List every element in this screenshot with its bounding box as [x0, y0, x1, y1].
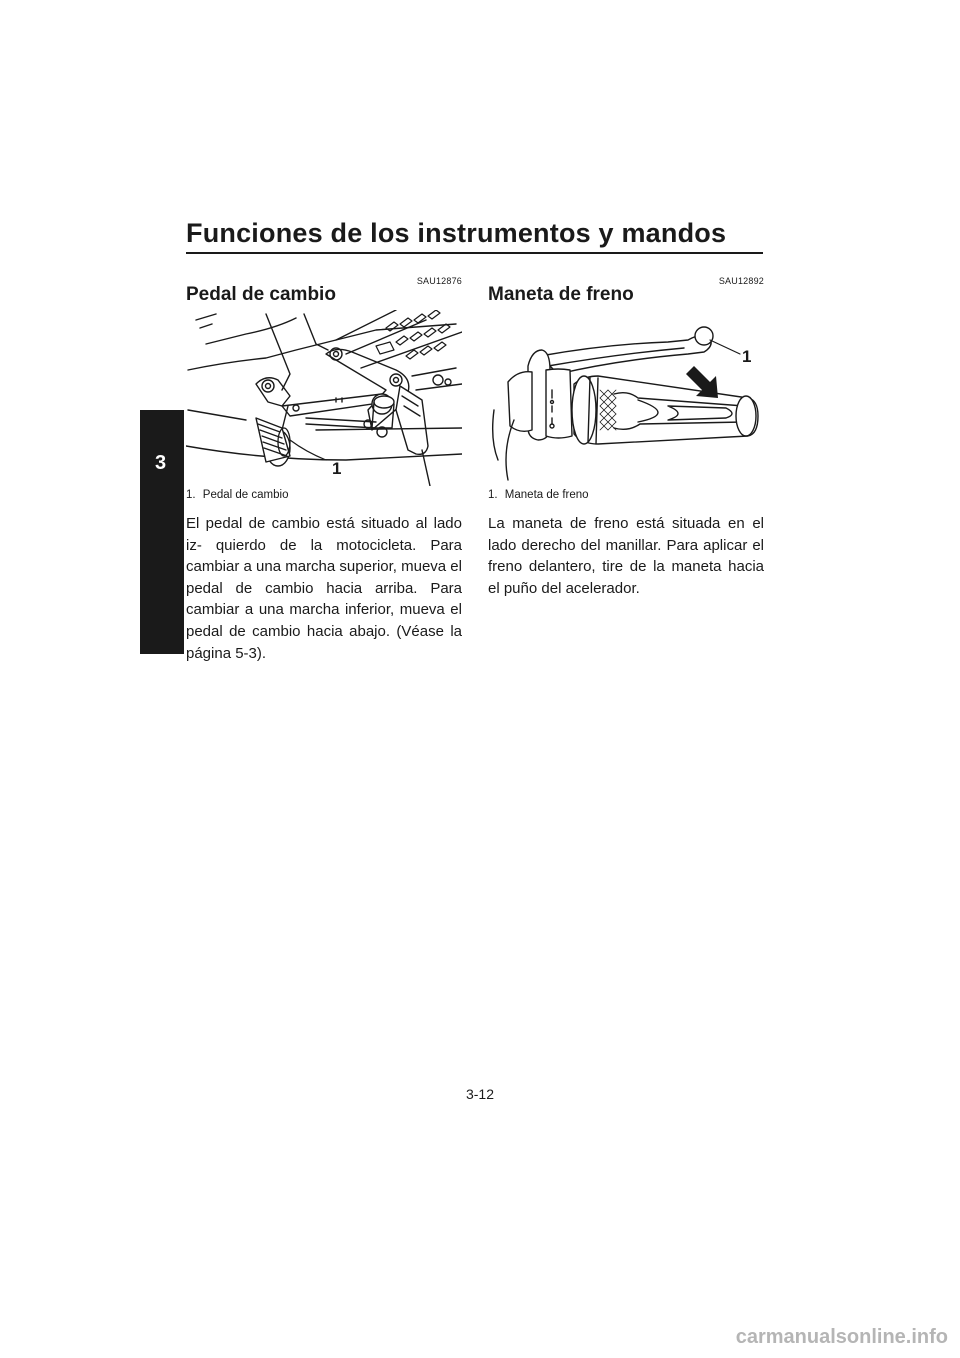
caption-text: Maneta de freno [504, 489, 589, 501]
caption-text: Pedal de cambio [202, 489, 289, 501]
caption-number: 1. [488, 489, 498, 501]
figure-caption [488, 489, 589, 501]
page-number: 3-12 [465, 1086, 495, 1102]
section-code: SAU12892 [718, 276, 764, 286]
brake-lever-illustration [488, 310, 764, 486]
chapter-tab [140, 410, 184, 654]
body-text: El pedal de cambio está situado al lado iz- quierdo de la motocicleta. Para cambiar a una marcha superior, mueva el pedal de cambio hacia arriba. Para cambiar a una marcha inferior, mueva el pedal de cambio hacia abajo. (Véase la página 5-3). [186, 515, 462, 662]
callout-1: 1 [332, 459, 342, 478]
caption-number: 1. [186, 489, 196, 501]
section-code: SAU12876 [416, 276, 462, 286]
body-text: La maneta de freno está situada en el lado derecho del manillar. Para aplicar el freno delantero, tire de la maneta hacia el puño del acelerador. [488, 515, 764, 597]
section-heading: Maneta de freno [488, 284, 634, 305]
figure-caption [186, 489, 288, 501]
shift-pedal-illustration [186, 310, 462, 486]
section-heading: Pedal de cambio [186, 284, 336, 305]
watermark[interactable]: carmanualsonline.info [735, 1326, 948, 1348]
title-rule [186, 252, 763, 254]
chapter-number: 3 [155, 452, 167, 474]
callout-1: 1 [742, 347, 752, 366]
page-title: Funciones de los instrumentos y mandos [186, 218, 727, 248]
